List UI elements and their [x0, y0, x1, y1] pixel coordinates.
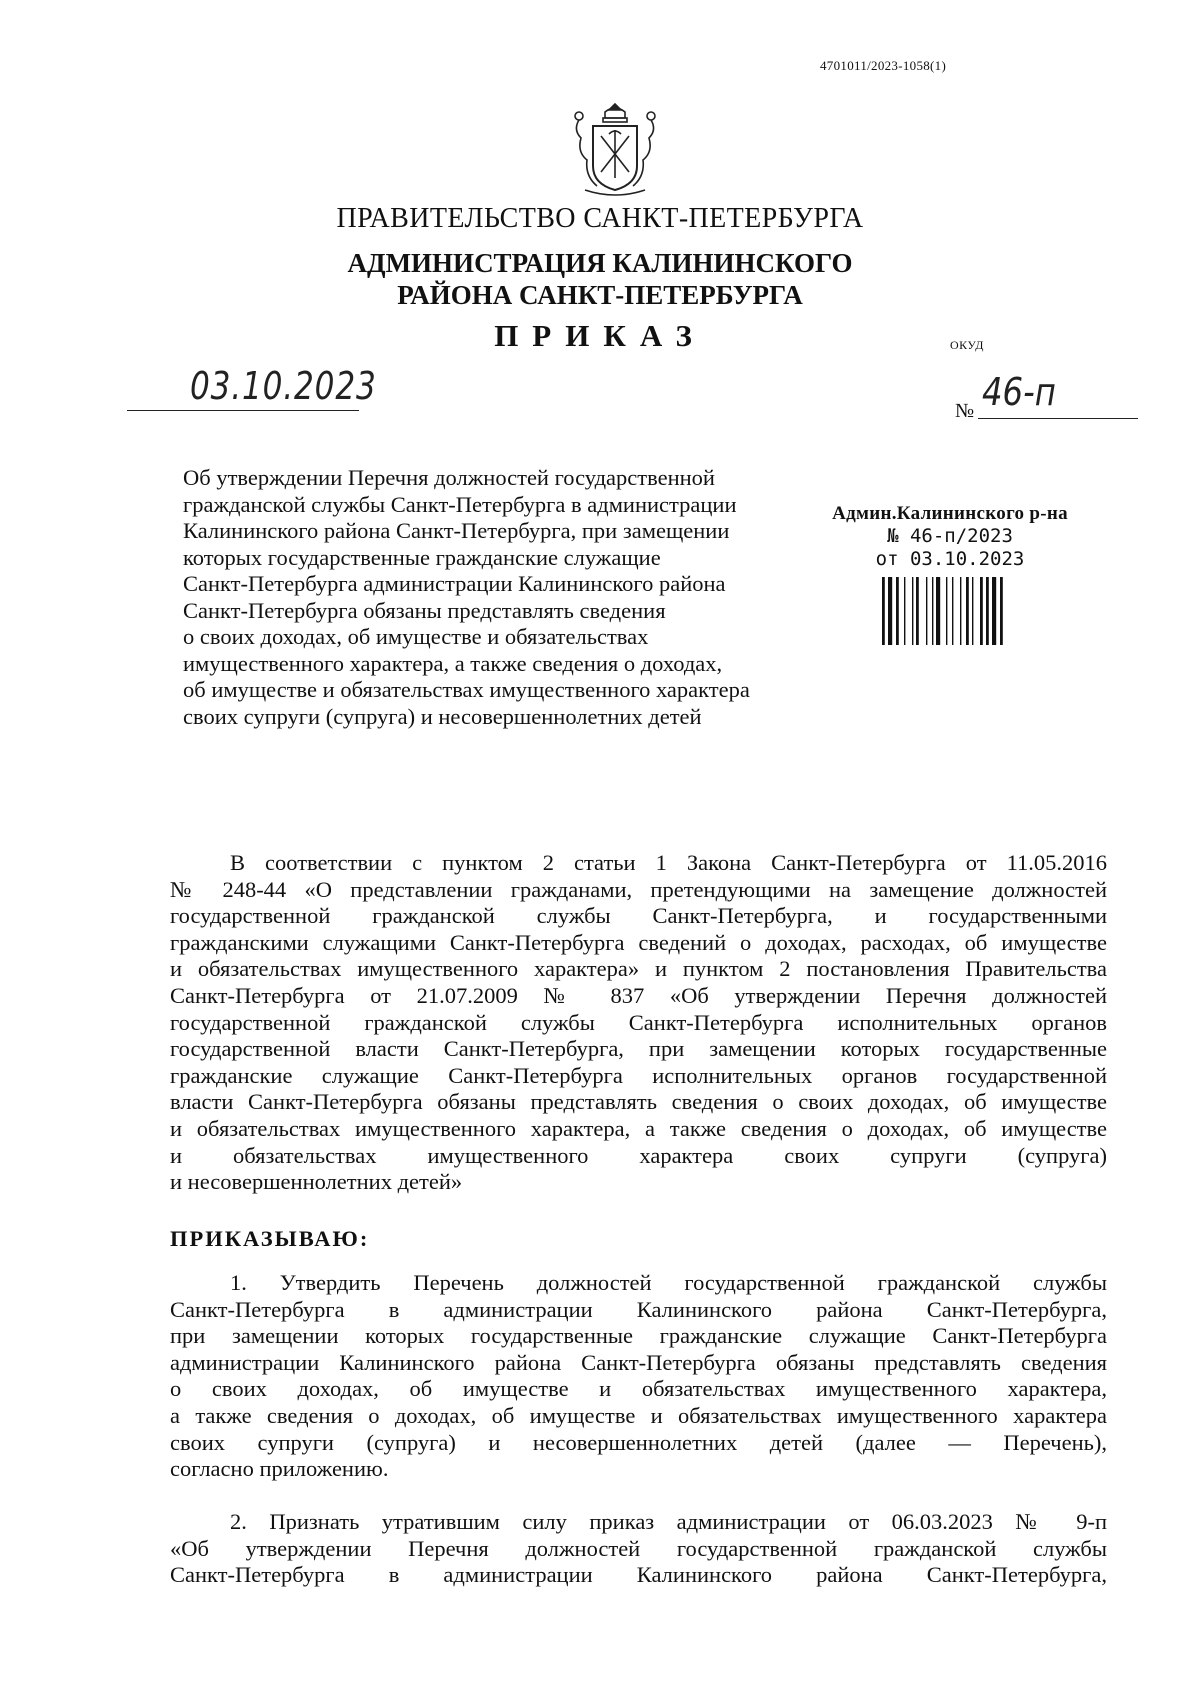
handwritten-number: 46-п — [982, 370, 1056, 414]
item-2-paragraph — [170, 1509, 1107, 1589]
okud-label: ОКУД — [950, 338, 984, 352]
order-title — [183, 465, 803, 730]
preamble-line: гражданскими служащими Санкт-Петербурга сведений о доходах, расходах, об имуществе — [170, 929, 1107, 955]
document-type-heading: ПРИКАЗ — [494, 318, 706, 353]
item-1-line: а также сведения о доходах, об имуществе и обязательствах имущественного характера — [170, 1402, 1107, 1428]
item-1-line: при замещении которых государственные гражданские служащие Санкт-Петербурга — [170, 1323, 1107, 1349]
item-1-line: о своих доходах, об имуществе и обязательствах имущественного характера, — [170, 1376, 1107, 1402]
number-underline — [978, 418, 1138, 419]
title-line: Калининского района Санкт-Петербурга, при замещении — [183, 518, 730, 543]
title-line: Об утверждении Перечня должностей государственной — [183, 465, 715, 490]
preamble-line: В соответствии с пунктом 2 статьи 1 Закона Санкт-Петербурга от 11.05.2016 — [230, 850, 1107, 875]
stamp-date: от 03.10.2023 — [875, 548, 1025, 570]
order-word: ПРИКАЗЫВАЮ: — [170, 1226, 370, 1251]
title-line: своих супруги (супруга) и несовершеннолетних детей — [183, 703, 702, 729]
preamble-line: и обязательствах имущественного характера своих супруги (супруга) — [170, 1142, 1107, 1168]
item-2-line: Санкт-Петербурга в администрации Калининского района Санкт-Петербурга, — [170, 1562, 1107, 1588]
preamble-line: государственной власти Санкт-Петербурга, при замещении которых государственные — [170, 1036, 1107, 1062]
stamp-number: № 46-п/2023 — [887, 525, 1013, 547]
title-line: о своих доходах, об имуществе и обязательствах — [183, 624, 649, 649]
item-1-line: своих супруги (супруга) и несовершеннолетних детей (далее — Перечень), — [170, 1429, 1107, 1455]
preamble-paragraph — [170, 850, 1107, 1196]
title-line: об имуществе и обязательствах имущественного характера — [183, 677, 750, 702]
title-line: Санкт-Петербурга обязаны представлять сведения — [183, 597, 666, 623]
item-2-line: «Об утверждении Перечня должностей государственной гражданской службы — [170, 1535, 1107, 1561]
number-sign: № — [955, 400, 975, 422]
administration-heading-line1: АДМИНИСТРАЦИЯ КАЛИНИНСКОГО — [347, 248, 853, 278]
stamp-organization: Админ.Калининского р-на — [832, 503, 1068, 524]
date-underline — [127, 410, 359, 411]
title-line: гражданской службы Санкт-Петербурга в администрации — [183, 491, 737, 517]
preamble-line: государственной гражданской службы Санкт-Петербурга исполнительных органов — [170, 1009, 1107, 1035]
preamble-line: государственной гражданской службы Санкт-Петербурга, и государственными — [170, 903, 1107, 929]
barcode — [882, 577, 1028, 645]
preamble-line: Санкт-Петербурга от 21.07.2009 № 837 «Об утверждении Перечня должностей — [170, 982, 1107, 1008]
preamble-line: гражданские служащие Санкт-Петербурга исполнительных органов государственной — [170, 1062, 1107, 1088]
administration-heading-line2: РАЙОНА САНКТ-ПЕТЕРБУРГА — [397, 280, 803, 310]
preamble-line: № 248-44 «О представлении гражданами, претендующими на замещение должностей — [170, 876, 1107, 902]
coat-of-arms-emblem — [565, 100, 665, 200]
title-line: которых государственные гражданские служащие — [183, 544, 661, 570]
preamble-line: и несовершеннолетних детей» — [170, 1169, 463, 1195]
preamble-line: и обязательствах имущественного характера» и пунктом 2 постановления Правительства — [170, 956, 1107, 982]
preamble-line: и обязательствах имущественного характера, а также сведения о доходах, об имуществе — [170, 1115, 1107, 1141]
registration-stamp — [800, 503, 1100, 571]
item-1-line: администрации Калининского района Санкт-Петербурга обязаны представлять сведения — [170, 1349, 1107, 1375]
government-heading: ПРАВИТЕЛЬСТВО САНКТ-ПЕТЕРБУРГА — [336, 203, 864, 234]
item-1-line: 1. Утвердить Перечень должностей государственной гражданской службы — [230, 1270, 1107, 1295]
item-2-line: 2. Признать утратившим силу приказ администрации от 06.03.2023 № 9-п — [230, 1509, 1107, 1534]
item-1-paragraph — [170, 1270, 1107, 1483]
handwritten-date: 03.10.2023 — [190, 364, 377, 408]
item-1-line: согласно приложению. — [170, 1456, 389, 1482]
title-line: имущественного характера, а также сведения о доходах, — [183, 650, 723, 676]
item-1-line: Санкт-Петербурга в администрации Калининского района Санкт-Петербурга, — [170, 1296, 1107, 1322]
registration-number: 4701011/2023-1058(1) — [820, 58, 947, 73]
title-line: Санкт-Петербурга администрации Калининского района — [183, 571, 726, 596]
preamble-line: власти Санкт-Петербурга обязаны представлять сведения о своих доходах, об имуществе — [170, 1089, 1107, 1115]
